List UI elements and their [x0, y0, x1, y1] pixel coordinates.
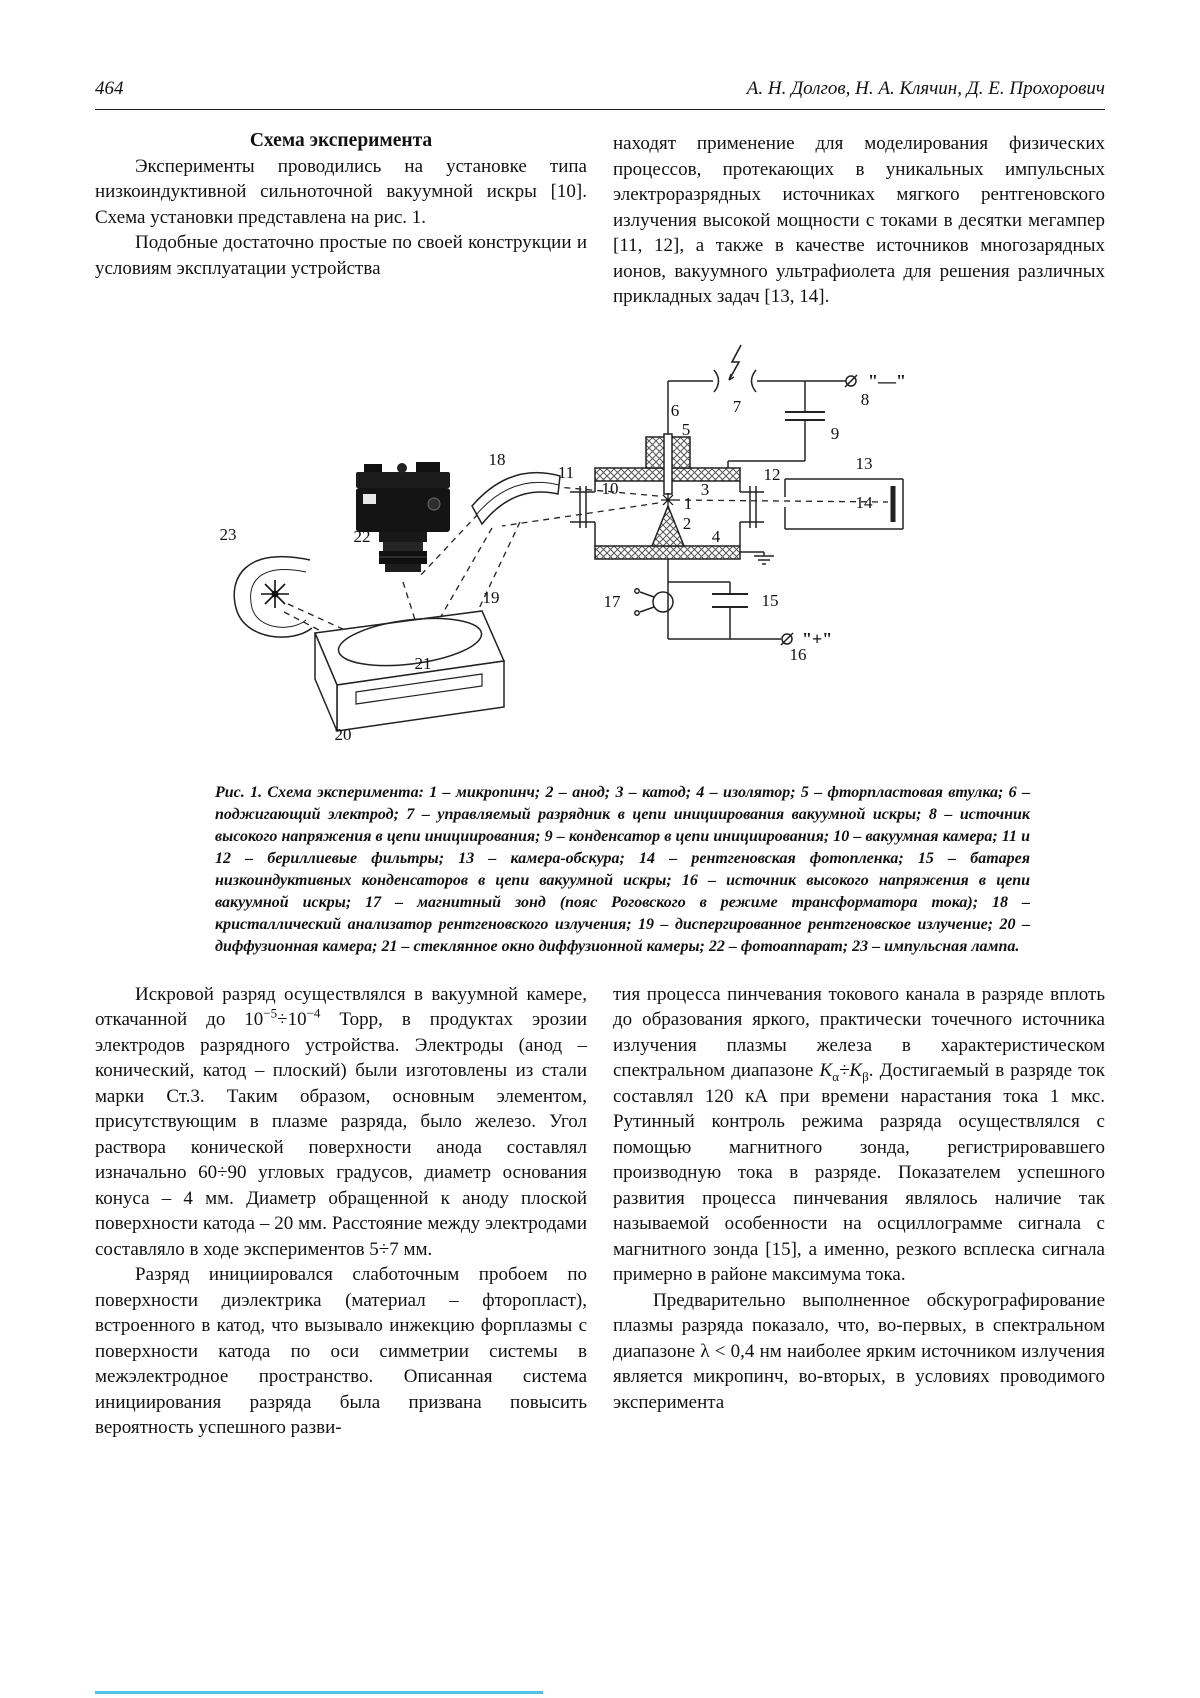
alpha-subscript: α	[832, 1068, 839, 1084]
figure-label-3: 3	[700, 479, 710, 499]
body-left-column	[95, 982, 587, 1441]
figure-label-17: 17	[603, 591, 621, 611]
terminal-plus-label: "+"	[802, 628, 833, 649]
body-right-paragraph-1	[613, 982, 1105, 1288]
figure-label-2: 2	[682, 513, 692, 533]
figure-label-22: 22	[353, 526, 371, 546]
exponent: −5	[263, 1005, 278, 1021]
figure-label-11: 11	[557, 462, 575, 482]
ignition-circuit	[668, 345, 857, 468]
k-beta: ÷K	[839, 1060, 863, 1081]
intro-left-paragraph-1: Эксперименты проводились на установке типа низкоиндуктивной сильноточной вакуумной искры [10]. Схема установки представлена на рис. 1.	[95, 155, 587, 228]
micropinch-icon	[661, 493, 675, 507]
figure-label-9: 9	[830, 423, 840, 443]
figure-label-16: 16	[789, 644, 807, 664]
scan-artifact-line	[95, 1691, 543, 1694]
figure-label-19: 19	[482, 587, 500, 607]
intro-right-paragraph-1: находят применение для моделирования физических процессов, протекающих в уникальных импульсных электроразрядных источниках мягкого рентгеновского излучения высокой мощности с токами в десятки мегампер [11, 12], а также в качестве источников многозарядных ионов, вакуумного ультрафиолета для решения различных прикладных задач [13, 14].	[613, 133, 1105, 307]
flash-lamp-icon	[234, 556, 312, 637]
k-alpha: K	[819, 1060, 833, 1081]
figure-label-20: 20	[334, 724, 352, 744]
body-left-p1-c: Торр, в продуктах эрозии электродов разрядного устройства. Электроды (анод – конический, катод – плоский) были изготовлены из стали марки Ст.3. Таким образом, основным элементом, присутствующим в плазме разряда, было железо. Угол раствора конической поверхности анода составлял изначально 60÷90 угловых градусов, диаметр основания конуса – 4 мм. Диаметр обращенной к аноду плоской поверхности катода – 20 мм. Расстояние между электродами составляло в ходе экспериментов 5÷7 мм.	[95, 1009, 587, 1260]
pinhole-camera	[785, 479, 903, 529]
figure-label-10: 10	[601, 478, 619, 498]
figure-caption-text: Рис. 1. Схема эксперимента: 1 – микропинч; 2 – анод; 3 – катод; 4 – изолятор; 5 – фторпластовая втулка; 6 – поджигающий электрод; 7 – управляемый разрядник в цепи инициирования вакуумной искры; 8 – источник высокого напряжения в цепи инициирования; 9 – конденсатор в цепи инициирования; 10 – вакуумная камера; 11 и 12 – бериллиевые фильтры; 13 – камера-обскура; 14 – рентгеновская фотопленка; 15 – батарея низкоиндуктивных конденсаторов в цепи вакуумной искры; 16 – источник высокого напряжения в цепи вакуумной искры; 17 – магнитный зонд (пояс Роговского в режиме трансформатора тока); 18 – кристаллический анализатор рентгеновского излучения; 19 – диспергированное рентгеновское излучение; 20 – диффузионная камера; 21 – стеклянное окно диффузионной камеры; 22 – фотоаппарат; 23 – импульсная лампа.	[215, 783, 1030, 955]
authors-line: А. Н. Долгов, Н. А. Клячин, Д. Е. Прохорович	[746, 78, 1105, 99]
body-section	[95, 982, 1105, 1441]
figure-label-1: 1	[683, 493, 693, 513]
intro-left-paragraph-2: Подобные достаточно простые по своей конструкции и условиям эксплуатации устройства	[95, 232, 587, 279]
figure-label-13: 13	[855, 453, 873, 473]
beta-subscript: β	[862, 1068, 869, 1084]
body-left-paragraph-2: Разряд инициировался слаботочным пробоем по поверхности диэлектрика (материал – фторопласт), встроенного в катод, что вызывало инжекцию форплазмы с поверхности катода по оси симметрии системы в межэлектродное пространство. Описанная система инициирования разряда была призвана повысить вероятность успешного разви-	[95, 1264, 587, 1438]
body-right-p1-a: тия процесса пинчевания токового канала в разряде вплоть до образования яркого, практически точечного источника излучения плазмы железа в характеристическом спектральном диапазоне	[613, 983, 1105, 1081]
experiment-schematic	[180, 336, 1040, 766]
intro-right-column	[613, 128, 1105, 310]
body-right-column	[613, 982, 1105, 1441]
header-rule	[95, 109, 1105, 110]
figure-label-4: 4	[711, 526, 721, 546]
figure-label-15: 15	[761, 590, 779, 610]
figure-caption	[215, 782, 1030, 958]
diffusion-chamber-icon	[315, 611, 504, 731]
intro-section	[95, 128, 1105, 310]
body-left-paragraph-1	[95, 982, 587, 1263]
figure-label-18: 18	[488, 449, 506, 469]
figure-label-5: 5	[681, 419, 691, 439]
exponent: −4	[306, 1005, 321, 1021]
running-head	[95, 0, 1105, 100]
crystal-analyzer-icon	[472, 472, 560, 523]
intro-left-column	[95, 128, 587, 310]
terminal-minus-label: "—"	[868, 370, 906, 391]
figure-label-7: 7	[732, 396, 742, 416]
figure-label-8: 8	[860, 389, 870, 409]
photo-camera-icon	[353, 462, 450, 572]
figure-label-23: 23	[219, 524, 237, 544]
figure-label-12: 12	[763, 464, 781, 484]
page-number: 464	[95, 78, 124, 99]
vacuum-chamber	[570, 434, 774, 564]
body-left-p1-a: Искровой разряд осуществлялся в вакуумной камере, откачанной до 10	[95, 983, 587, 1030]
figure-label-14: 14	[855, 492, 873, 512]
figure-label-6: 6	[670, 400, 680, 420]
figure-label-21: 21	[414, 653, 432, 673]
section-heading: Схема эксперимента	[249, 130, 433, 151]
body-left-p1-b: ÷10	[277, 1009, 307, 1030]
body-right-p1-b: . Достигаемый в разряде ток составлял 120 кА при времени нарастания тока 1 мкс. Рутинный контроль режима разряда осуществлялся с помощью магнитного зонда, регистрировавшего производную тока в разряде. Показателем успешного развития процесса пинчевания являлось наличие так называемой особенности на осциллограмме сигнала с магнитного зонда [15], а именно, резкого всплеска сигнала примерно в районе максимума тока.	[613, 1060, 1105, 1285]
figure	[95, 336, 1105, 766]
body-right-paragraph-2: Предварительно выполненное обскурографирование плазмы разряда показало, что, во-первых, в спектральном диапазоне λ < 0,4 нм наиболее ярким источником излучения является микропинч, во-вторых, в условиях проводимого эксперимента	[613, 1289, 1105, 1413]
